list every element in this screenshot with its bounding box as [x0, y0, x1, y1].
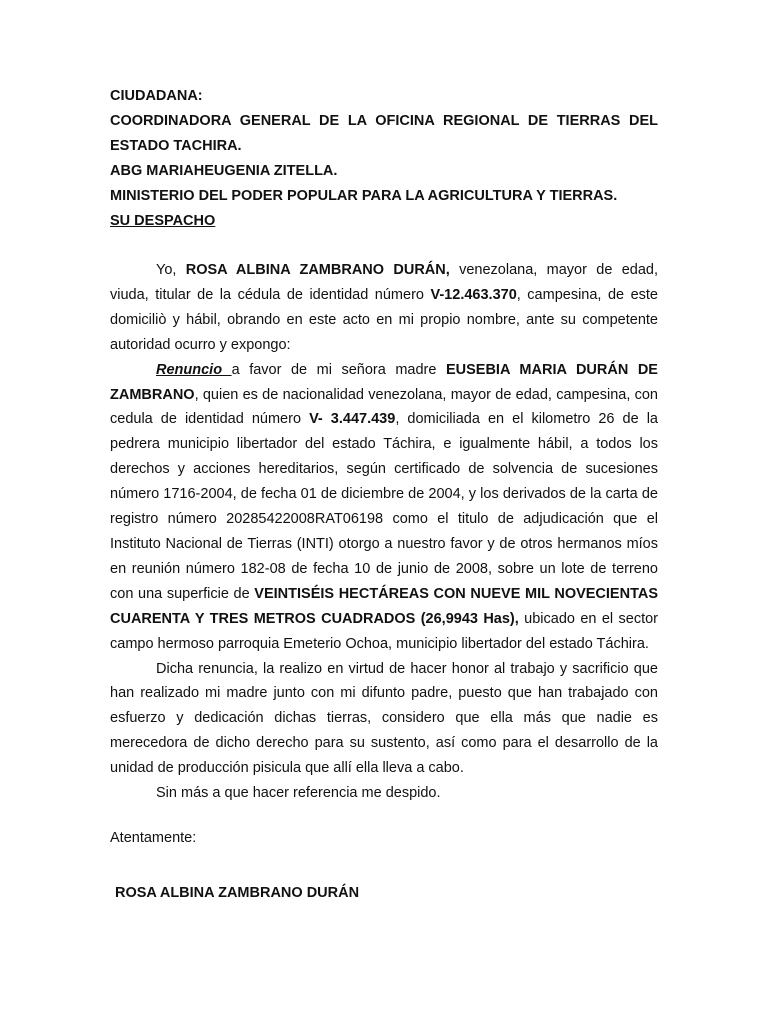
signature-name: ROSA ALBINA ZAMBRANO DURÁN [115, 884, 360, 901]
p2-text-d: ubicado en el sector campo hermoso parroquia Emeterio Ochoa, municipio libertador del estado Táchira. [110, 610, 658, 652]
paragraph-farewell: Sin más a que hacer referencia me despido. [156, 785, 441, 802]
su-despacho: SU DESPACHO [110, 213, 216, 229]
closing-text: Atentamente: [110, 829, 197, 846]
paragraph-renuncio [110, 358, 658, 657]
p2-text-b: , quien es de nacionalidad venezolana, mayor de edad, campesina, con cedula de identidad número [110, 386, 658, 428]
document-page [110, 84, 658, 901]
addressee-title: COORDINADORA GENERAL DE LA OFICINA REGIONAL DE TIERRAS DEL ESTADO TACHIRA. [110, 113, 658, 154]
p1-text-c: , campesina, de este domiciliò y hábil, obrando en este acto en mi propio nombre, ante su competente autoridad ocurro y expongo: [110, 286, 658, 353]
mother-name: EUSEBIA MARIA DURÁN DE ZAMBRANO [110, 361, 658, 403]
paragraph-reason: Dicha renuncia, la realizo en virtud de hacer honor al trabajo y sacrificio que han realizado mi madre junto con mi difunto padre, puesto que han trabajado con esfuerzo y dedicación dichas tierras, considero que ella más que nadie es merecedora de dicho derecho para su sustento, así como para el desarrollo de la unidad de producción pisicula que allí ella lleva a cabo. [110, 660, 658, 777]
declarant-name: ROSA ALBINA ZAMBRANO DURÁN, [185, 262, 450, 278]
declarant-id: V-12.463.370 [430, 286, 517, 303]
salutation: CIUDADANA: [110, 88, 203, 104]
p1-text-b: venezolana, mayor de edad, viuda, titular de la cédula de identidad número [110, 262, 659, 303]
paragraph-intro [110, 258, 658, 358]
addressee-name: ABG MARIAHEUGENIA ZITELLA. [110, 163, 338, 179]
p1-text-a: Yo, [156, 262, 186, 278]
p2-text-c: , domiciliada en el kilometro 26 de la pedrera municipio libertador del estado Táchira, e igualmente hábil, a todos los derechos y acciones hereditarios, según certificado de solvencia de sucesiones número 1716-2004, de fecha 01 de diciembre de 2004, y los derivados de la carta de registro número 20285422008RAT06198 como el titulo de adjudicación que el Instituto Nacional de Tierras (INTI) otorgo a nuestro favor y de otros hermanos míos en reunión número 182-08 de fecha 10 de junio de 2008, sobre un lote de terreno con una superficie de [110, 411, 658, 602]
land-area: VEINTISÉIS HECTÁREAS CON NUEVE MIL NOVECIENTAS CUARENTA Y TRES METROS CUADRADOS (26,9943 Has), [110, 585, 659, 627]
mother-id: V- 3.447.439 [309, 411, 396, 428]
renuncio-word: Renuncio [156, 361, 232, 378]
p2-text-a: a favor de mi señora madre [231, 361, 446, 378]
addressee-block [110, 84, 658, 234]
letter-body [110, 258, 658, 806]
ministry-name: MINISTERIO DEL PODER POPULAR PARA LA AGRICULTURA Y TIERRAS. [110, 188, 618, 204]
